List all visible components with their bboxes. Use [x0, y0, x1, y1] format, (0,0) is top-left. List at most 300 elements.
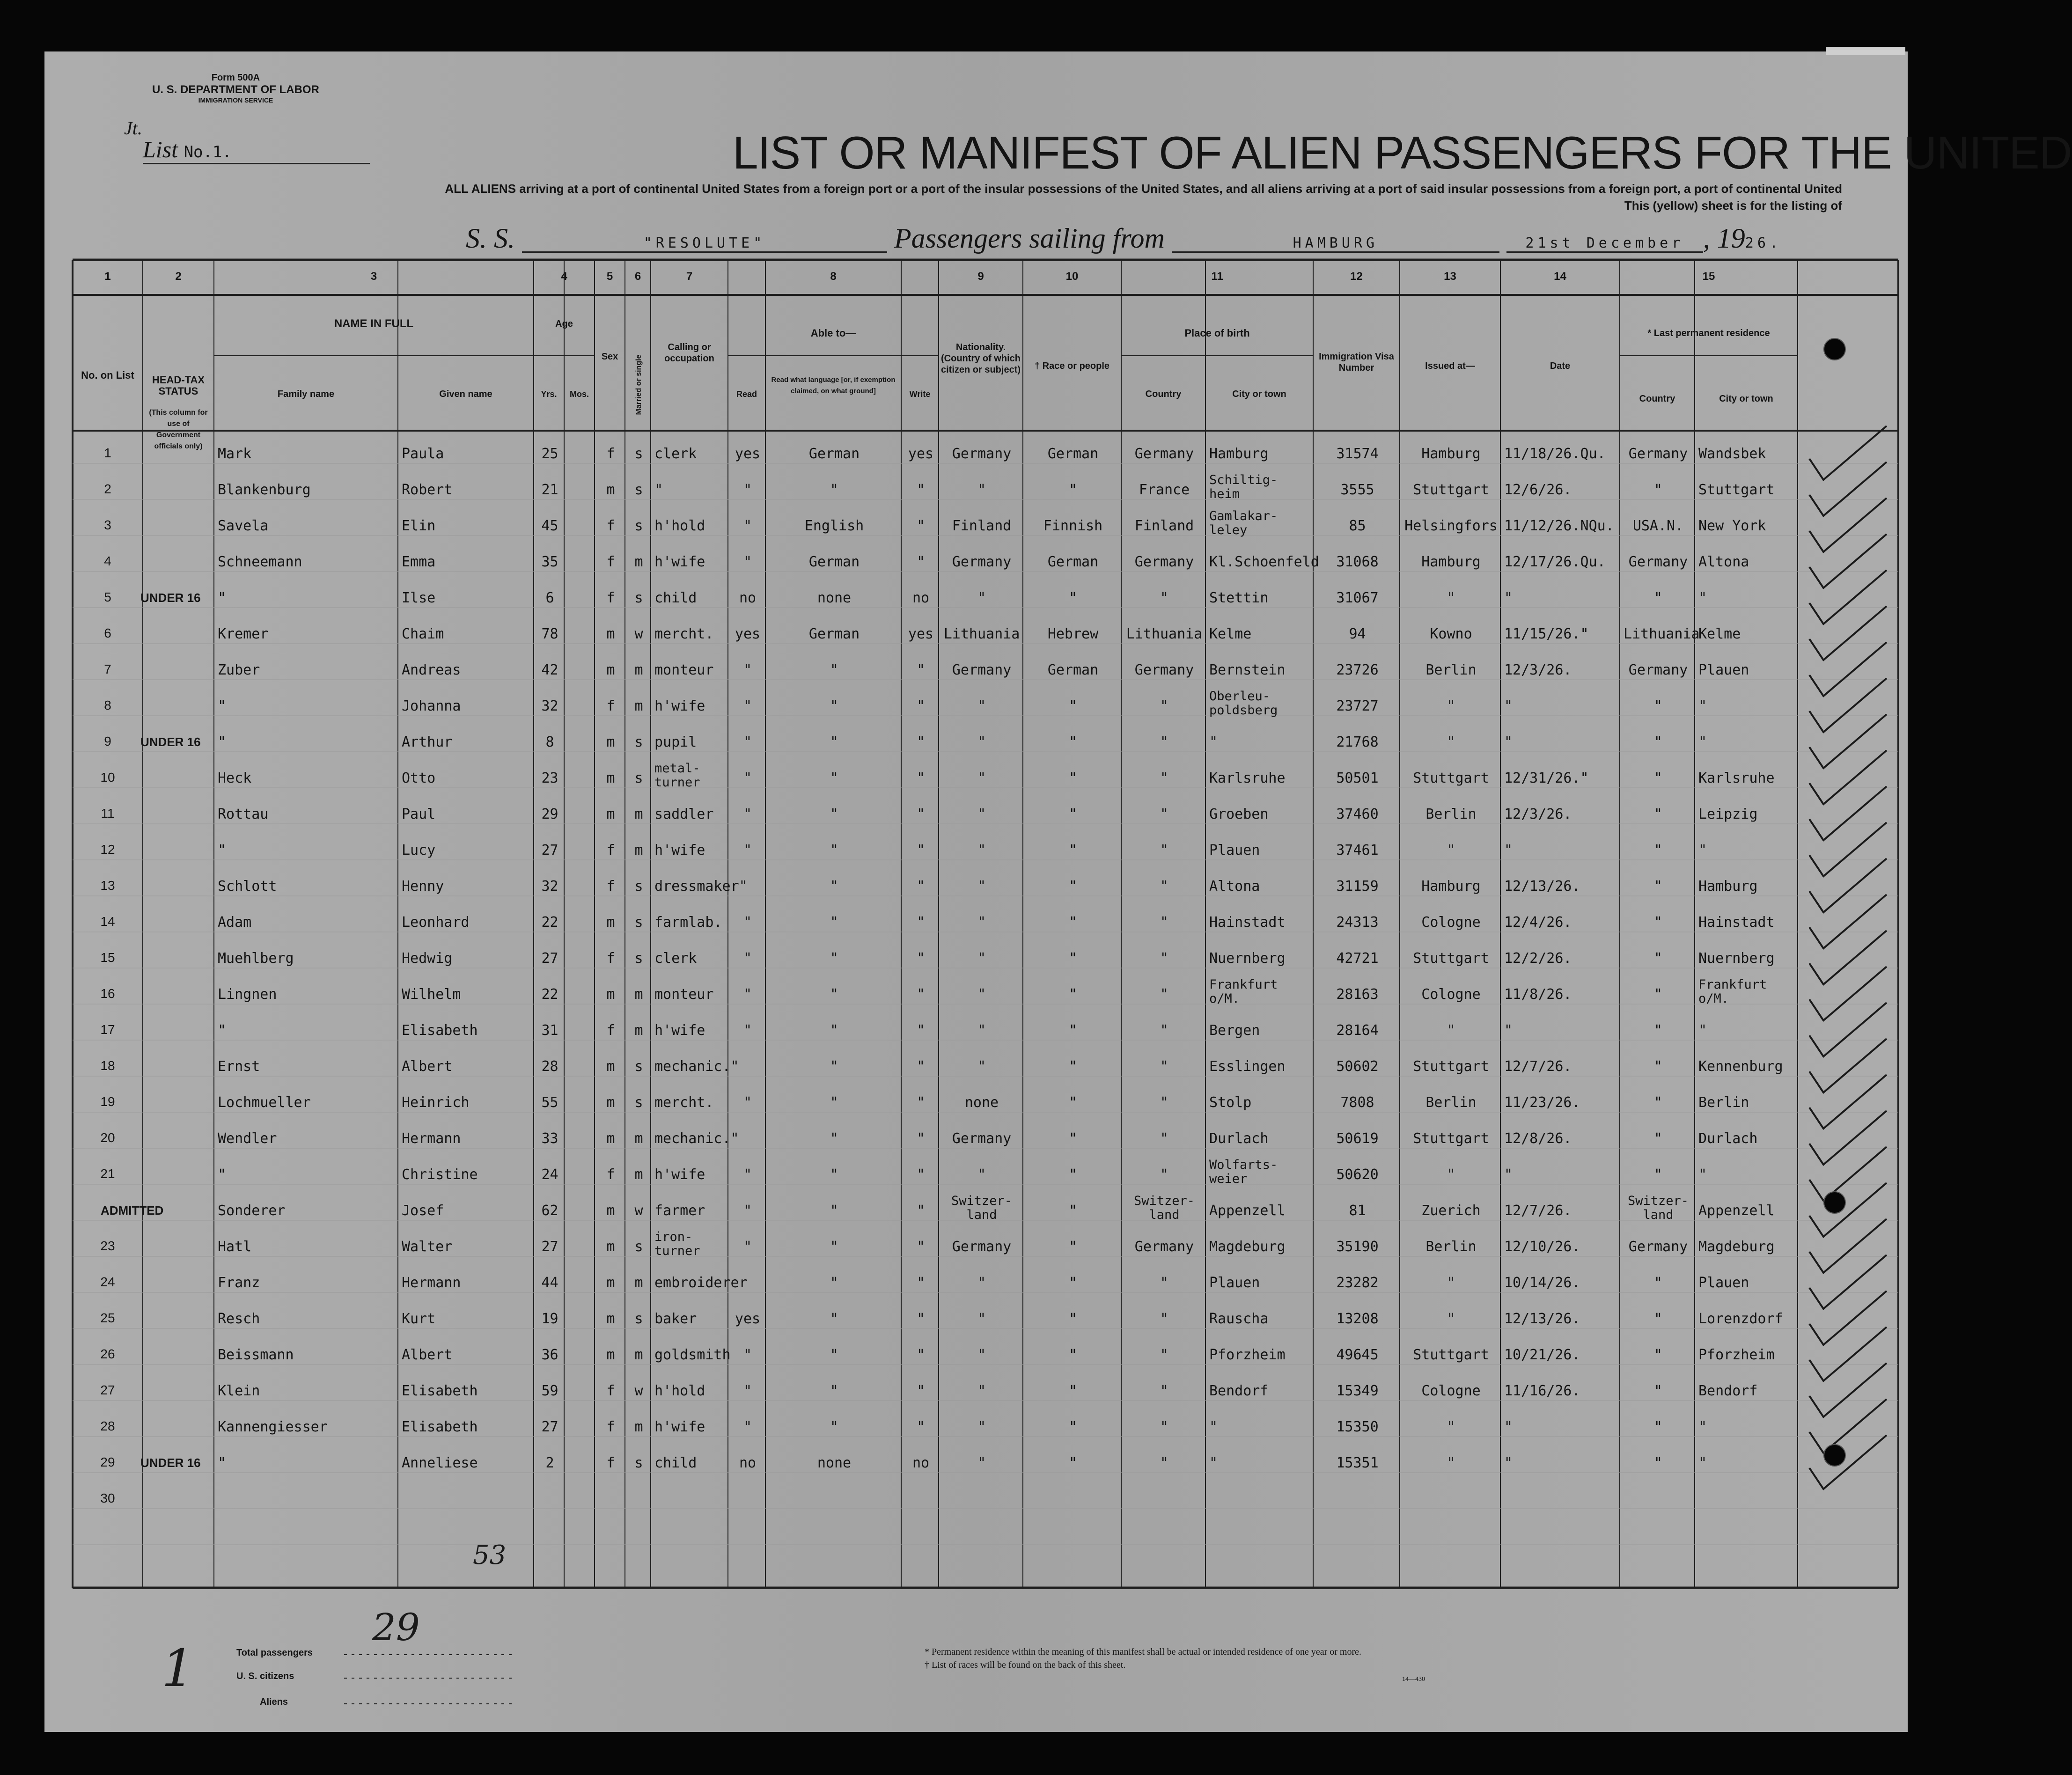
- cell-read: ": [743, 662, 752, 678]
- cell-family: Franz: [218, 1275, 260, 1291]
- cell-rcountry: Germany: [1628, 662, 1688, 678]
- cell-bcity: ": [1209, 1455, 1218, 1471]
- row-number: 23: [100, 1239, 115, 1253]
- cell-given: Elisabeth: [402, 1022, 478, 1039]
- cell-visa: 31067: [1336, 590, 1379, 606]
- cell-occ: h'wife: [654, 1419, 705, 1435]
- cell-sex: f: [606, 590, 615, 606]
- cell-nat: ": [977, 698, 986, 714]
- cell-read: ": [743, 1094, 752, 1111]
- cell-vdate: 10/21/26.: [1504, 1347, 1580, 1363]
- cell-given: Christine: [402, 1166, 478, 1183]
- cell-issued: ": [1447, 1166, 1455, 1183]
- cell-sex: f: [606, 518, 615, 534]
- cell-lang: ": [830, 1383, 839, 1399]
- cell-bcountry: Germany: [1134, 554, 1194, 570]
- cell-bcountry: ": [1160, 1383, 1169, 1399]
- row-number: 24: [100, 1275, 115, 1289]
- cell-write: ": [916, 482, 926, 498]
- cell-sex: m: [606, 1203, 615, 1219]
- cell-visa: 23726: [1336, 662, 1379, 678]
- cell-race: ": [1068, 770, 1078, 786]
- column-header-nationality: Nationality. (Country of which citizen or subject): [940, 342, 1021, 375]
- cell-bcountry: ": [1160, 770, 1169, 786]
- cell-issued: Stuttgart: [1413, 770, 1489, 786]
- cell-sex: f: [606, 1419, 615, 1435]
- column-header-head_tax_note: (This column for use of Government officials only): [149, 409, 208, 450]
- cell-given: Henny: [402, 878, 444, 895]
- cell-yrs: 22: [541, 986, 558, 1003]
- cell-bcountry: ": [1160, 698, 1169, 714]
- column-header-place_of_birth: Place of birth: [1184, 327, 1250, 339]
- cell-rcountry: ": [1653, 986, 1663, 1003]
- cell-yrs: 59: [541, 1383, 558, 1399]
- cell-ms: s: [634, 1094, 643, 1111]
- cell-occ: monteur: [654, 986, 714, 1003]
- cell-vdate: 12/7/26.: [1504, 1058, 1572, 1075]
- cell-read: ": [743, 842, 752, 858]
- cell-given: Hermann: [402, 1275, 461, 1291]
- cell-rcountry: ": [1653, 1166, 1663, 1183]
- cell-bcity: Schiltig- heim: [1209, 473, 1278, 501]
- column-header-yrs: Yrs.: [541, 389, 557, 399]
- cell-yrs: 33: [541, 1130, 558, 1147]
- cell-issued: ": [1447, 842, 1455, 858]
- cell-given: Ilse: [402, 590, 436, 606]
- cell-visa: 7808: [1340, 1094, 1374, 1111]
- cell-sex: m: [606, 986, 615, 1003]
- cell-yrs: 8: [545, 734, 554, 750]
- cell-bcountry: ": [1160, 1455, 1169, 1471]
- cell-ms: s: [634, 950, 643, 967]
- cell-bcountry: ": [1160, 1022, 1169, 1039]
- cell-rcountry: ": [1653, 1094, 1663, 1111]
- cell-race: Finnish: [1043, 518, 1103, 534]
- cell-race: ": [1068, 950, 1078, 967]
- cell-occ: mechanic.": [654, 1130, 739, 1147]
- footnote-races: † List of races will be found on the back of this sheet.: [925, 1660, 1126, 1670]
- cell-bcountry: ": [1160, 950, 1169, 967]
- cell-occ: clerk: [654, 446, 697, 462]
- cell-bcity: Bergen: [1209, 1022, 1260, 1039]
- row-number: 29: [100, 1455, 115, 1469]
- cell-given: Robert: [402, 482, 453, 498]
- cell-given: Josef: [402, 1203, 444, 1219]
- cell-read: yes: [735, 446, 761, 462]
- cell-race: ": [1068, 806, 1078, 822]
- column-number: 7: [686, 270, 693, 283]
- cell-read: no: [739, 1455, 757, 1471]
- cell-occ: h'wife: [654, 1022, 705, 1039]
- cell-write: yes: [908, 626, 934, 642]
- cell-yrs: 24: [541, 1166, 558, 1183]
- footnote-residence: * Permanent residence within the meaning of this manifest shall be actual or intended residence of one year or more.: [925, 1647, 1362, 1657]
- cell-visa: 81: [1349, 1203, 1366, 1219]
- cell-visa: 35190: [1336, 1239, 1379, 1255]
- cell-yrs: 21: [541, 482, 558, 498]
- cell-sex: m: [606, 914, 615, 931]
- column-number: 8: [830, 270, 837, 283]
- cell-vdate: 12/31/26.": [1504, 770, 1589, 786]
- cell-nat: Germany: [952, 1239, 1012, 1255]
- cell-rcountry: ": [1653, 1383, 1663, 1399]
- cell-lang: ": [830, 1094, 839, 1111]
- cell-ms: s: [634, 482, 643, 498]
- cell-nat: ": [977, 986, 986, 1003]
- cell-yrs: 32: [541, 698, 558, 714]
- cell-rcountry: ": [1653, 590, 1663, 606]
- cell-occ: h'hold: [654, 1383, 705, 1399]
- cell-visa: 50619: [1336, 1130, 1379, 1147]
- row-number: 13: [100, 878, 115, 893]
- cell-issued: Berlin: [1425, 806, 1477, 822]
- cell-issued: Cologne: [1421, 986, 1481, 1003]
- cell-ms: s: [634, 1311, 643, 1327]
- column-header-pob_country: Country: [1145, 389, 1182, 399]
- cell-family: Rottau: [218, 806, 269, 822]
- row-number: 2: [104, 482, 111, 496]
- cell-rcity: ": [1698, 1455, 1707, 1471]
- column-header-age: Age: [555, 319, 573, 329]
- cell-bcity: Karlsruhe: [1209, 770, 1286, 786]
- cell-yrs: 35: [541, 554, 558, 570]
- cell-read: ": [743, 986, 752, 1003]
- cell-yrs: 27: [541, 950, 558, 967]
- cell-yrs: 23: [541, 770, 558, 786]
- cell-bcountry: Finland: [1134, 518, 1194, 534]
- cell-lang: ": [830, 1130, 839, 1147]
- cell-issued: ": [1447, 734, 1455, 750]
- column-number: 12: [1350, 270, 1363, 283]
- cell-given: Wilhelm: [402, 986, 461, 1003]
- subtitle: ALL ALIENS arriving at a port of continental United States from a foreign port or a port of the insular possessions of the United States, and all aliens arriving at a port of said insular possessions from a foreign port, a port of continental United This (yellow) sheet is for the listing of: [445, 182, 1842, 213]
- cell-bcity: Gamlakar- leley: [1209, 509, 1278, 537]
- punch-hole: [1823, 1191, 1846, 1214]
- cell-given: Heinrich: [402, 1094, 470, 1111]
- column-number: 15: [1702, 270, 1715, 283]
- ship-name: "RESOLUTE": [522, 235, 887, 253]
- cell-bcountry: ": [1160, 1094, 1169, 1111]
- cell-lang: ": [830, 1022, 839, 1039]
- cell-rcity: ": [1698, 842, 1707, 858]
- cell-given: Kurt: [402, 1311, 436, 1327]
- cell-rcity: Nuernberg: [1698, 950, 1775, 967]
- cell-bcountry: ": [1160, 986, 1169, 1003]
- cell-bcountry: ": [1160, 1130, 1169, 1147]
- cell-read: ": [743, 1203, 752, 1219]
- column-header-married: Married or single: [635, 354, 643, 415]
- cell-sex: f: [606, 842, 615, 858]
- cell-rcity: Magdeburg: [1698, 1239, 1775, 1255]
- cell-occ: saddler: [654, 806, 714, 822]
- cell-sex: m: [606, 734, 615, 750]
- cell-write: ": [916, 1094, 926, 1111]
- cell-issued: ": [1447, 1455, 1455, 1471]
- cell-ms: m: [634, 698, 643, 714]
- cell-write: ": [916, 842, 926, 858]
- cell-occ: child: [654, 1455, 697, 1471]
- cell-read: ": [743, 554, 752, 570]
- row-number: 12: [100, 842, 115, 857]
- head-tax-status: UNDER 16: [140, 735, 201, 749]
- cell-nat: ": [977, 770, 986, 786]
- cell-vdate: 12/17/26.Qu.: [1504, 554, 1606, 570]
- cell-occ: h'wife: [654, 554, 705, 570]
- cell-family: Ernst: [218, 1058, 260, 1075]
- cell-read: ": [743, 1166, 752, 1183]
- cell-bcity: Hainstadt: [1209, 914, 1286, 931]
- cell-given: Anneliese: [402, 1455, 478, 1471]
- cell-sex: f: [606, 446, 615, 462]
- cell-lang: ": [830, 806, 839, 822]
- cell-sex: m: [606, 770, 615, 786]
- cell-vdate: 12/6/26.: [1504, 482, 1572, 498]
- cell-vdate: ": [1504, 1455, 1513, 1471]
- cell-sex: f: [606, 554, 615, 570]
- cell-ms: s: [634, 734, 643, 750]
- cell-rcity: ": [1698, 698, 1707, 714]
- cell-nat: ": [977, 842, 986, 858]
- cell-sex: m: [606, 1094, 615, 1111]
- head-tax-status: UNDER 16: [140, 591, 201, 605]
- cell-visa: 28163: [1336, 986, 1379, 1003]
- cell-family: Zuber: [218, 662, 260, 678]
- cell-issued: Stuttgart: [1413, 1347, 1489, 1363]
- cell-issued: Stuttgart: [1413, 950, 1489, 967]
- cell-family: Lochmueller: [218, 1094, 311, 1111]
- cell-race: German: [1047, 446, 1099, 462]
- cell-rcountry: ": [1653, 482, 1663, 498]
- cell-visa: 50620: [1336, 1166, 1379, 1183]
- cell-issued: Hamburg: [1421, 446, 1481, 462]
- cell-occ: h'wife: [654, 698, 705, 714]
- cell-bcity: Plauen: [1209, 1275, 1260, 1291]
- cell-visa: 28164: [1336, 1022, 1379, 1039]
- cell-issued: ": [1447, 698, 1455, 714]
- cell-read: ": [743, 806, 752, 822]
- cell-given: Otto: [402, 770, 436, 786]
- cell-race: German: [1047, 554, 1099, 570]
- cell-nat: ": [977, 482, 986, 498]
- cell-bcity: Altona: [1209, 878, 1260, 895]
- cell-vdate: 11/16/26.: [1504, 1383, 1580, 1399]
- cell-write: ": [916, 1347, 926, 1363]
- cell-sex: f: [606, 950, 615, 967]
- row-number: 27: [100, 1383, 115, 1397]
- cell-nat: Germany: [952, 662, 1012, 678]
- cell-bcity: Stolp: [1209, 1094, 1252, 1111]
- cell-rcity: Stuttgart: [1698, 482, 1775, 498]
- cell-sex: f: [606, 698, 615, 714]
- row-number: 20: [100, 1130, 115, 1145]
- cell-given: Johanna: [402, 698, 461, 714]
- cell-ms: m: [634, 986, 643, 1003]
- row-number: 26: [100, 1347, 115, 1361]
- cell-nat: ": [977, 1419, 986, 1435]
- cell-yrs: 45: [541, 518, 558, 534]
- cell-nat: ": [977, 914, 986, 931]
- row-number: 5: [104, 590, 111, 604]
- cell-sex: m: [606, 1239, 615, 1255]
- cell-rcity: Wandsbek: [1698, 446, 1766, 462]
- cell-yrs: 27: [541, 1419, 558, 1435]
- cell-lang: ": [830, 842, 839, 858]
- cell-write: ": [916, 806, 926, 822]
- cell-rcity: Lorenzdorf: [1698, 1311, 1783, 1327]
- cell-issued: Helsingfors: [1404, 518, 1498, 534]
- cell-visa: 15351: [1336, 1455, 1379, 1471]
- cell-bcity: Durlach: [1209, 1130, 1269, 1147]
- cell-read: ": [743, 1383, 752, 1399]
- row-number: 15: [100, 950, 115, 965]
- form-number: Form 500A: [211, 73, 260, 83]
- cell-write: ": [916, 1311, 926, 1327]
- checkmark-icon: [1809, 1435, 1887, 1489]
- cell-family: Schneemann: [218, 554, 302, 570]
- column-header-read_language: Read what language [or, if exemption claimed, on what ground]: [771, 376, 896, 395]
- cell-race: ": [1068, 1022, 1078, 1039]
- cell-family: Wendler: [218, 1130, 277, 1147]
- cell-occ: baker: [654, 1311, 697, 1327]
- column-header-race: † Race or people: [1034, 361, 1110, 371]
- cell-family: Muehlberg: [218, 950, 294, 967]
- cell-issued: ": [1447, 1275, 1455, 1291]
- cell-yrs: 62: [541, 1203, 558, 1219]
- cell-vdate: ": [1504, 842, 1513, 858]
- row-number: 10: [100, 770, 115, 785]
- cell-family: ": [218, 698, 227, 714]
- cell-write: yes: [908, 446, 934, 462]
- cell-bcity: Hamburg: [1209, 446, 1269, 462]
- cell-rcountry: ": [1653, 1058, 1663, 1075]
- cell-vdate: 11/18/26.Qu.: [1504, 446, 1606, 462]
- head-tax-status: UNDER 16: [140, 1456, 201, 1470]
- cell-sex: m: [606, 1311, 615, 1327]
- cell-bcountry: ": [1160, 878, 1169, 895]
- cell-vdate: ": [1504, 698, 1513, 714]
- column-number: 11: [1211, 270, 1223, 283]
- cell-bcountry: ": [1160, 590, 1169, 606]
- row-number: 16: [100, 986, 115, 1001]
- cell-given: Hedwig: [402, 950, 453, 967]
- cell-race: ": [1068, 1094, 1078, 1111]
- cell-issued: Stuttgart: [1413, 1130, 1489, 1147]
- cell-visa: 31068: [1336, 554, 1379, 570]
- cell-rcountry: Germany: [1628, 554, 1688, 570]
- cell-sex: m: [606, 482, 615, 498]
- cell-ms: m: [634, 842, 643, 858]
- cell-ms: m: [634, 554, 643, 570]
- cell-lang: none: [817, 1455, 852, 1471]
- cell-rcountry: Germany: [1628, 446, 1688, 462]
- cell-write: ": [916, 1203, 926, 1219]
- cell-yrs: 27: [541, 1239, 558, 1255]
- cell-bcity: ": [1209, 734, 1218, 750]
- cell-ms: w: [634, 1203, 643, 1219]
- cell-occ: h'wife: [654, 1166, 705, 1183]
- cell-rcity: Hainstadt: [1698, 914, 1775, 931]
- cell-race: ": [1068, 482, 1078, 498]
- cell-read: ": [743, 734, 752, 750]
- cell-nat: Finland: [952, 518, 1012, 534]
- cell-visa: 21768: [1336, 734, 1379, 750]
- cell-race: ": [1068, 734, 1078, 750]
- cell-race: ": [1068, 1383, 1078, 1399]
- cell-read: ": [743, 914, 752, 931]
- cell-occ: farmer: [654, 1203, 705, 1219]
- row-number: 17: [100, 1022, 115, 1037]
- cell-occ: farmlab.: [654, 914, 722, 931]
- cell-bcity: Rauscha: [1209, 1311, 1269, 1327]
- cell-race: ": [1068, 1311, 1078, 1327]
- cell-given: Paula: [402, 446, 444, 462]
- row-number: 21: [100, 1166, 115, 1181]
- cell-bcity: Kl.Schoenfeld: [1209, 554, 1319, 570]
- cell-lang: German: [808, 554, 860, 570]
- page-title: LIST OR MANIFEST OF ALIEN PASSENGERS FOR THE UNITED: [733, 127, 2072, 178]
- cell-ms: m: [634, 1347, 643, 1363]
- cell-issued: ": [1447, 590, 1455, 606]
- cell-given: Andreas: [402, 662, 461, 678]
- cell-lang: ": [830, 986, 839, 1003]
- cell-rcity: ": [1698, 734, 1707, 750]
- cell-visa: 15350: [1336, 1419, 1379, 1435]
- cell-ms: s: [634, 1455, 643, 1471]
- cell-issued: Kowno: [1430, 626, 1472, 642]
- aliens-label: Aliens: [260, 1697, 288, 1707]
- cell-bcountry: ": [1160, 842, 1169, 858]
- row-number: 6: [104, 626, 111, 640]
- cell-bcity: ": [1209, 1419, 1218, 1435]
- cell-bcity: Esslingen: [1209, 1058, 1286, 1075]
- cell-given: Emma: [402, 554, 436, 570]
- cell-write: no: [912, 590, 930, 606]
- cell-yrs: 27: [541, 842, 558, 858]
- cell-vdate: 12/10/26.: [1504, 1239, 1580, 1255]
- cell-rcountry: ": [1653, 1347, 1663, 1363]
- column-number: 6: [634, 270, 641, 283]
- cell-write: ": [916, 698, 926, 714]
- cell-read: ": [743, 518, 752, 534]
- cell-rcity: Pforzheim: [1698, 1347, 1775, 1363]
- cell-rcountry: ": [1653, 914, 1663, 931]
- cell-given: Paul: [402, 806, 436, 822]
- cell-bcity: Appenzell: [1209, 1203, 1286, 1219]
- cell-write: ": [916, 554, 926, 570]
- column-header-head_tax: HEAD-TAX STATUS: [152, 374, 205, 397]
- cell-bcity: Groeben: [1209, 806, 1269, 822]
- cell-lang: ": [830, 1203, 839, 1219]
- cell-issued: Berlin: [1425, 1239, 1477, 1255]
- cell-bcountry: Lithuania: [1126, 626, 1203, 642]
- cell-rcity: Frankfurt o/M.: [1698, 977, 1767, 1006]
- cell-bcity: Magdeburg: [1209, 1239, 1286, 1255]
- cell-occ: h'hold: [654, 518, 705, 534]
- cell-lang: German: [808, 626, 860, 642]
- cell-read: no: [739, 590, 757, 606]
- cell-issued: Hamburg: [1421, 554, 1481, 570]
- cell-nat: ": [977, 1166, 986, 1183]
- column-header-given_name: Given name: [439, 389, 492, 399]
- cell-given: Elin: [402, 518, 436, 534]
- column-number: 3: [370, 270, 377, 283]
- cell-bcountry: ": [1160, 1275, 1169, 1291]
- cell-occ: child: [654, 590, 697, 606]
- column-header-mos: Mos.: [569, 389, 589, 399]
- departure-port: HAMBURG: [1172, 235, 1499, 253]
- column-number: 13: [1444, 270, 1456, 283]
- cell-lang: German: [808, 446, 860, 462]
